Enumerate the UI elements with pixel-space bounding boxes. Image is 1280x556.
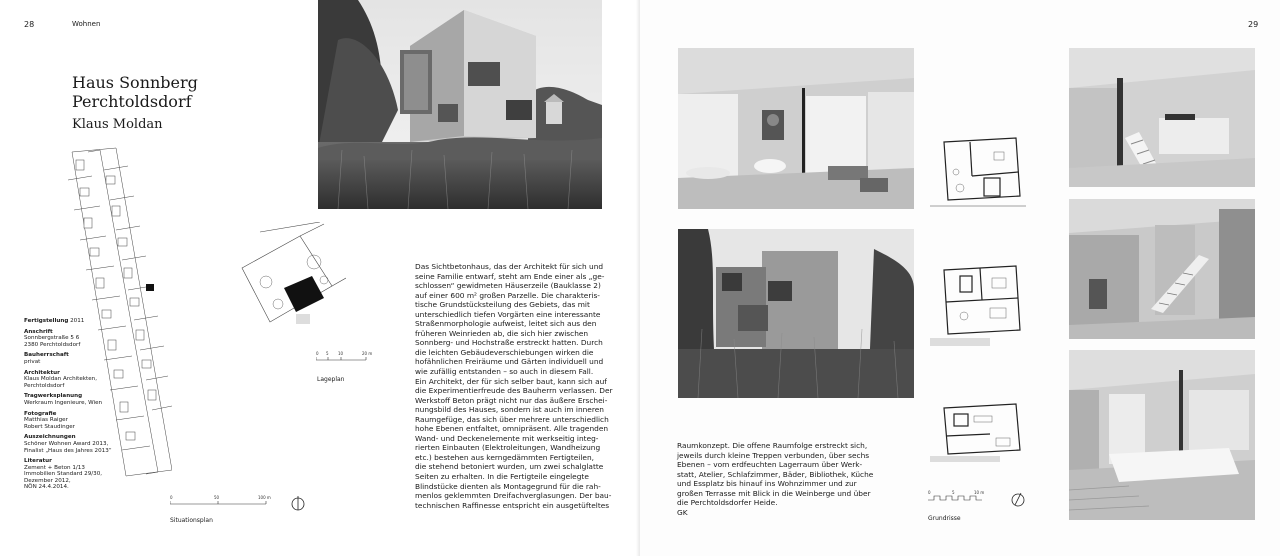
fact-item: Fotografie Matthias Raiger Robert Staudinger bbox=[24, 410, 75, 430]
right-page bbox=[640, 0, 1280, 556]
north-arrow-icon bbox=[1010, 490, 1026, 508]
fact-item: Architektur Klaus Moldan Architekten, Perchtoldsdorf bbox=[24, 369, 98, 389]
exterior-photo-garden bbox=[678, 229, 914, 398]
site-plan bbox=[240, 222, 346, 334]
scale-label: 10 bbox=[338, 351, 344, 356]
scale-bar-icon bbox=[928, 490, 990, 504]
section-title: Wohnen bbox=[72, 20, 101, 28]
exterior-photo bbox=[318, 0, 602, 209]
scale-label: 0 bbox=[170, 495, 173, 500]
fact-item: Literatur Zement + Beton 1/13 Immobilien Standard 29/30, Dezember 2012, NÖN 24.4.2014. bbox=[24, 458, 103, 491]
scale-label: 0 bbox=[316, 351, 319, 356]
fact-item: Tragwerksplanung Werkraum Ingenieure, Wien bbox=[24, 393, 103, 406]
scale-label: 10 m bbox=[974, 490, 985, 495]
interior-photo-living bbox=[678, 48, 914, 209]
scale-label: 50 bbox=[214, 495, 220, 500]
floor-plan-middle bbox=[930, 258, 1026, 346]
caption-grundrisse: Grundrisse bbox=[928, 515, 961, 522]
fact-item: Bauherrschaft privat bbox=[24, 352, 69, 365]
floor-plan-lower bbox=[930, 398, 1026, 462]
scale-label: 0 bbox=[928, 490, 931, 495]
caption-situationsplan: Situationsplan bbox=[170, 517, 213, 524]
interior-photo-dining bbox=[1069, 350, 1255, 520]
scale-label: 5 bbox=[952, 490, 955, 495]
page-number-right: 29 bbox=[1248, 20, 1259, 29]
floor-plan-upper bbox=[930, 132, 1026, 212]
fact-item: Anschrift Sonnbergstraße 5 6 2380 Perchtoldsdorf bbox=[24, 328, 81, 348]
scale-label: 100 m bbox=[258, 495, 271, 500]
interior-photo-stairs bbox=[1069, 199, 1255, 339]
north-arrow-icon bbox=[290, 494, 306, 512]
scale-bar-icon bbox=[170, 494, 274, 508]
project-title: Haus Sonnberg Perchtoldsdorf bbox=[72, 73, 198, 111]
interior-photo-kitchen bbox=[1069, 48, 1255, 187]
architect-name: Klaus Moldan bbox=[72, 117, 163, 132]
fact-item: Auszeichnungen Schöner Wohnen Award 2013, Finalist „Haus des Jahres 2013“ bbox=[24, 434, 112, 454]
body-text-left: Das Sichtbetonhaus, das der Architekt für sich und seine Familie entwarf, steht am Ende einer als „ge- schlossen“ gewidmeten Häuserzeile (Bauklasse 2) auf einer 600 m² großen Parzelle. Die charakteris- tische Grundstücksteilung des Gebiets, das mit unterschiedlich tiefen Vorgärten eine interessante Straßenmorphologie aufweist, leitet sich aus den früheren Weinrieden ab, die sich hier zwischen Sonnberg- und Hochstraße erstreckt hatten. Durch die leichten Gebäudeverschiebungen wirken die hofähnlichen Freiräume und Gärten individuell und wie zufällig entstanden – so auch in diesem Fall. Ein Architekt, der für sich selber baut, kann sich auf die Experimentierfreude des Bauherrn verlassen. Der Werkstoff Beton prägt nicht nur das äußere Erschei- nungsbild des Hauses, sondern ist auch im inneren Raumgefüge, das sich über mehrere unterschiedlich hohe Ebenen entfaltet, omnipräsent. Alle tragenden Wand- und Deckenelemente mit werkseitig integ- rierten Einbauten (Elektroleitungen, Wandheizung etc.) bestehen aus kerngedämmten Fertigteilen, die stehend betoniert wurden, um zwei schalglatte Seiten zu erhalten. In die Fertigteile eingelegte Blindstücke dienten als Montagegrund für die rah- menlos geklemmten Dreifachverglasungen. Der bau- technischen Raffinesse entspricht ein ausgetüfteltes bbox=[415, 262, 613, 510]
project-facts bbox=[24, 318, 144, 495]
page-number-left: 28 bbox=[24, 20, 35, 29]
caption-lageplan: Lageplan bbox=[317, 376, 345, 383]
scale-bar-icon bbox=[316, 350, 374, 364]
scale-label: 5 bbox=[326, 351, 329, 356]
fact-item: Fertigstellung 2011 bbox=[24, 318, 85, 324]
body-text-right: Raumkonzept. Die offene Raumfolge erstreckt sich, jeweils durch kleine Treppen verbunden, über sechs Ebenen – vom erdfeuchten Lagerraum über Werk- statt, Atelier, Schlafzimmer, Bäder, Bibliothek, Küche und Essplatz bis hinauf ins Wohnzimmer und zur großen Terrasse mit Blick in die Weinberge und über die Perchtoldsdorfer Heide. GK bbox=[677, 441, 874, 517]
scale-label: 20 m bbox=[362, 351, 373, 356]
